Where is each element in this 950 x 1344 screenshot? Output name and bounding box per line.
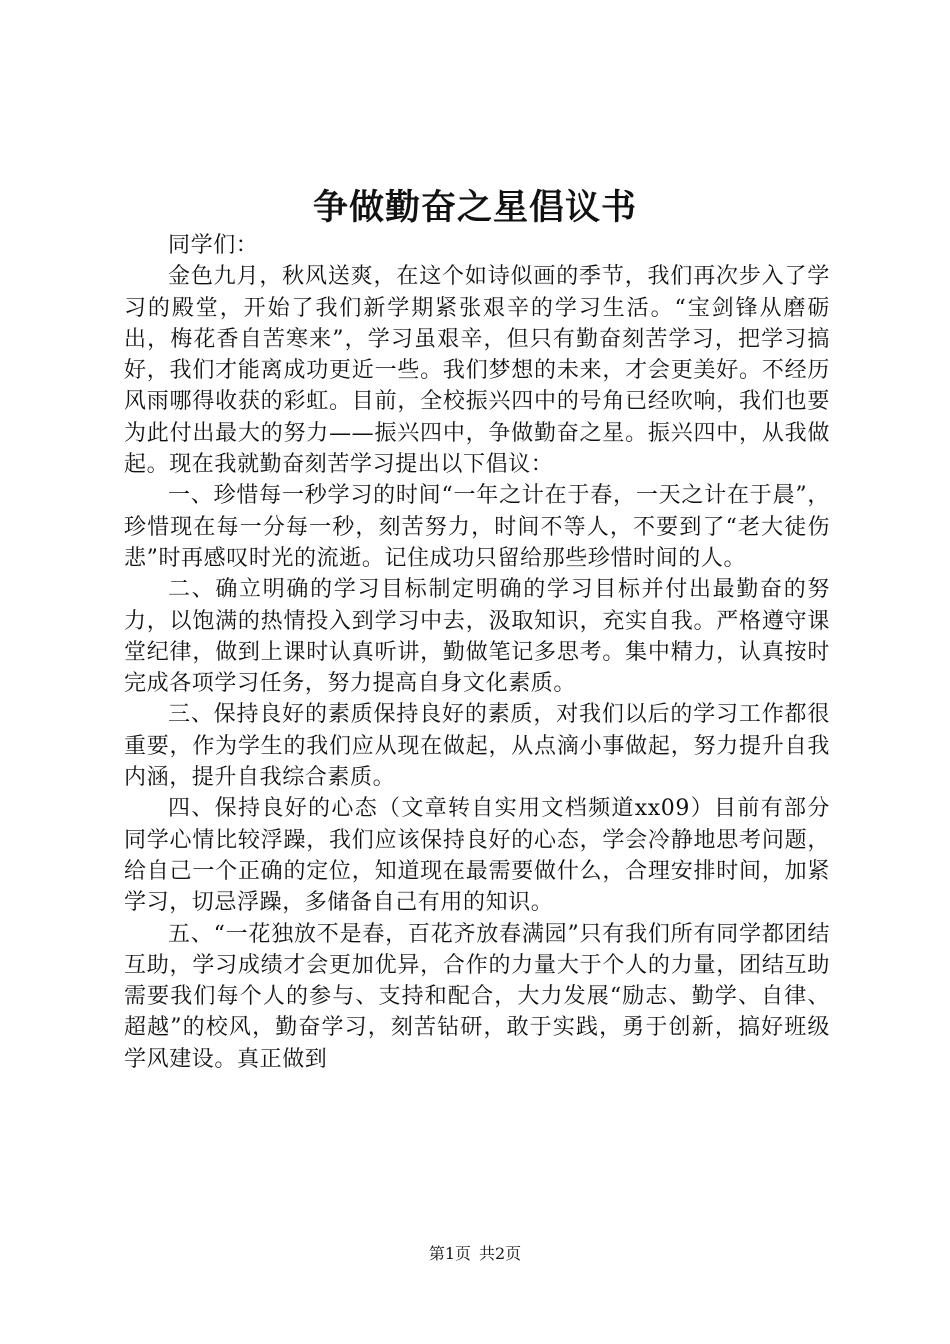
paragraph-intro: 金色九月，秋风送爽，在这个如诗似画的季节，我们再次步入了学习的殿堂，开始了我们新学期紧张艰辛的学习生活。“宝剑锋从磨砺出，梅花香自苦寒来”，学习虽艰辛，但只有勤奋刻苦学习，把学习搞好，我们才能离成功更近一些。我们梦想的未来，才会更美好。不经历风雨哪得收获的彩虹。目前，全校振兴四中的号角已经吹响，我们也要为此付出最大的努力——振兴四中，争做勤奋之星。振兴四中，从我做起。现在我就勤奋刻苦学习提出以下倡议： [124, 264, 830, 478]
document-title: 争做勤奋之星倡议书 [312, 187, 637, 228]
paragraph-point-5: 五、“一花独放不是春，百花齐放春满园”只有我们所有同学都团结互助，学习成绩才会更加优异，合作的力量大于个人的力量，团结互助需要我们每个人的参与、支持和配合，大力发展“励志、勤学、自律、超越”的校风，勤奋学习，刻苦钻研，敢于实践，勇于创新，搞好班级学风建设。真正做到 [124, 921, 830, 1072]
document-body [124, 230, 830, 1075]
paragraph-point-3: 三、保持良好的素质保持良好的素质，对我们以后的学习工作都很重要，作为学生的我们应从现在做起，从点滴小事做起，努力提升自我内涵，提升自我综合素质。 [124, 702, 830, 791]
page-number-current: 第1页 [428, 1244, 471, 1263]
page-number-total: 共2页 [479, 1244, 522, 1263]
paragraph-point-2: 二、确立明确的学习目标制定明确的学习目标并付出最勤奋的努力，以饱满的热情投入到学习中去，汲取知识，充实自我。严格遵守课堂纪律，做到上课时认真听讲，勤做笔记多思考。集中精力，认真按时完成各项学习任务，努力提高自身文化素质。 [124, 577, 830, 697]
paragraph-point-4: 四、保持良好的心态（文章转自实用文档频道xx09）目前有部分同学心情比较浮躁，我们应该保持良好的心态，学会冷静地思考问题，给自己一个正确的定位，知道现在最需要做什么，合理安排时间，加紧学习，切忌浮躁，多储备自己有用的知识。 [124, 796, 830, 916]
paragraph-point-1: 一、珍惜每一秒学习的时间“一年之计在于春，一天之计在于晨”，珍惜现在每一分每一秒，刻苦努力，时间不等人，不要到了“老大徒伤悲”时再感叹时光的流逝。记住成功只留给那些珍惜时间的人。 [124, 483, 830, 571]
page-footer [0, 1242, 950, 1266]
salutation: 同学们： [168, 233, 259, 258]
